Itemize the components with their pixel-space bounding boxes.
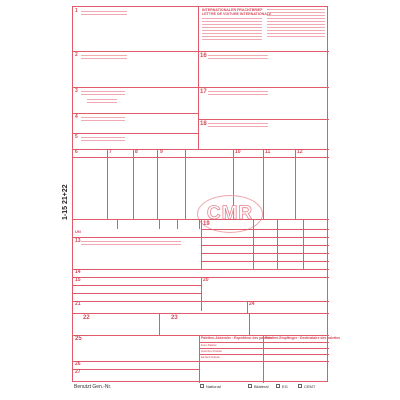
field-7-number: 7 — [109, 149, 112, 155]
center-divider — [198, 7, 199, 149]
eg-label: EG — [282, 384, 288, 389]
field-6-number: 6 — [75, 149, 78, 155]
pallet-row-2: Gitterbox-Palette — [201, 349, 222, 353]
field-27-number: 27 — [75, 369, 81, 375]
field-23-number: 23 — [171, 315, 178, 321]
national-checkbox[interactable] — [200, 384, 204, 388]
header-text-left — [202, 18, 262, 42]
field-19-number: 19 — [203, 221, 210, 227]
field-3-number: 3 — [75, 88, 78, 94]
field-21-number: 21 — [75, 301, 81, 307]
field-18-number: 18 — [200, 121, 207, 127]
field-12-number: 12 — [297, 149, 303, 155]
form-code: 1-15 21+22 — [62, 184, 69, 220]
cemt-label: CEMT — [304, 384, 316, 389]
field-17-number: 17 — [200, 89, 207, 95]
field-11-number: 11 — [265, 149, 271, 155]
pallet-row-3: Einfach-Palette — [201, 355, 220, 359]
field-20-number: 20 — [203, 277, 209, 283]
footer-usage-label: Benutzt Gen.-Nr. — [74, 384, 112, 390]
cemt-checkbox[interactable] — [298, 384, 302, 388]
field-1-number: 1 — [75, 8, 78, 14]
field-14-number: 14 — [75, 269, 81, 275]
pallet-sender-heading: Paletten-Absender · Expéditeur des palettes — [201, 336, 273, 340]
form-footer — [72, 381, 328, 393]
field-5-number: 5 — [75, 134, 78, 140]
side-print-note — [54, 299, 58, 300]
field-9-number: 9 — [160, 149, 163, 155]
field-15-number: 15 — [75, 277, 81, 283]
pallet-row-1: Euro-Palette — [201, 343, 217, 347]
form-title-2: LETTRE DE VOITURE INTERNATIONALE — [202, 12, 272, 16]
field-24-number: 24 — [249, 301, 255, 307]
field-2-number: 2 — [75, 52, 78, 58]
eg-checkbox[interactable] — [276, 384, 280, 388]
field-8-number: 8 — [135, 149, 138, 155]
national-label: National — [206, 384, 221, 389]
field-26-number: 26 — [75, 361, 81, 367]
field-16-number: 16 — [200, 53, 207, 59]
field-4-number: 4 — [75, 114, 78, 120]
form-title-1: INTERNATIONALER FRACHTBRIEF — [202, 8, 263, 12]
bilateral-checkbox[interactable] — [248, 384, 252, 388]
cmr-form — [72, 6, 340, 382]
un-label: UN — [75, 229, 81, 234]
pallet-receiver-heading: Paletten-Empfänger · Destinataire des palettes — [265, 336, 340, 340]
field-25-number: 25 — [75, 336, 82, 342]
field-22-number: 22 — [83, 315, 90, 321]
header-text-right — [267, 9, 325, 39]
cmr-watermark: CMR — [197, 195, 263, 233]
bilateral-label: Bilateral — [254, 384, 269, 389]
field-10-number: 10 — [235, 149, 241, 155]
field-13-number: 13 — [75, 238, 81, 244]
